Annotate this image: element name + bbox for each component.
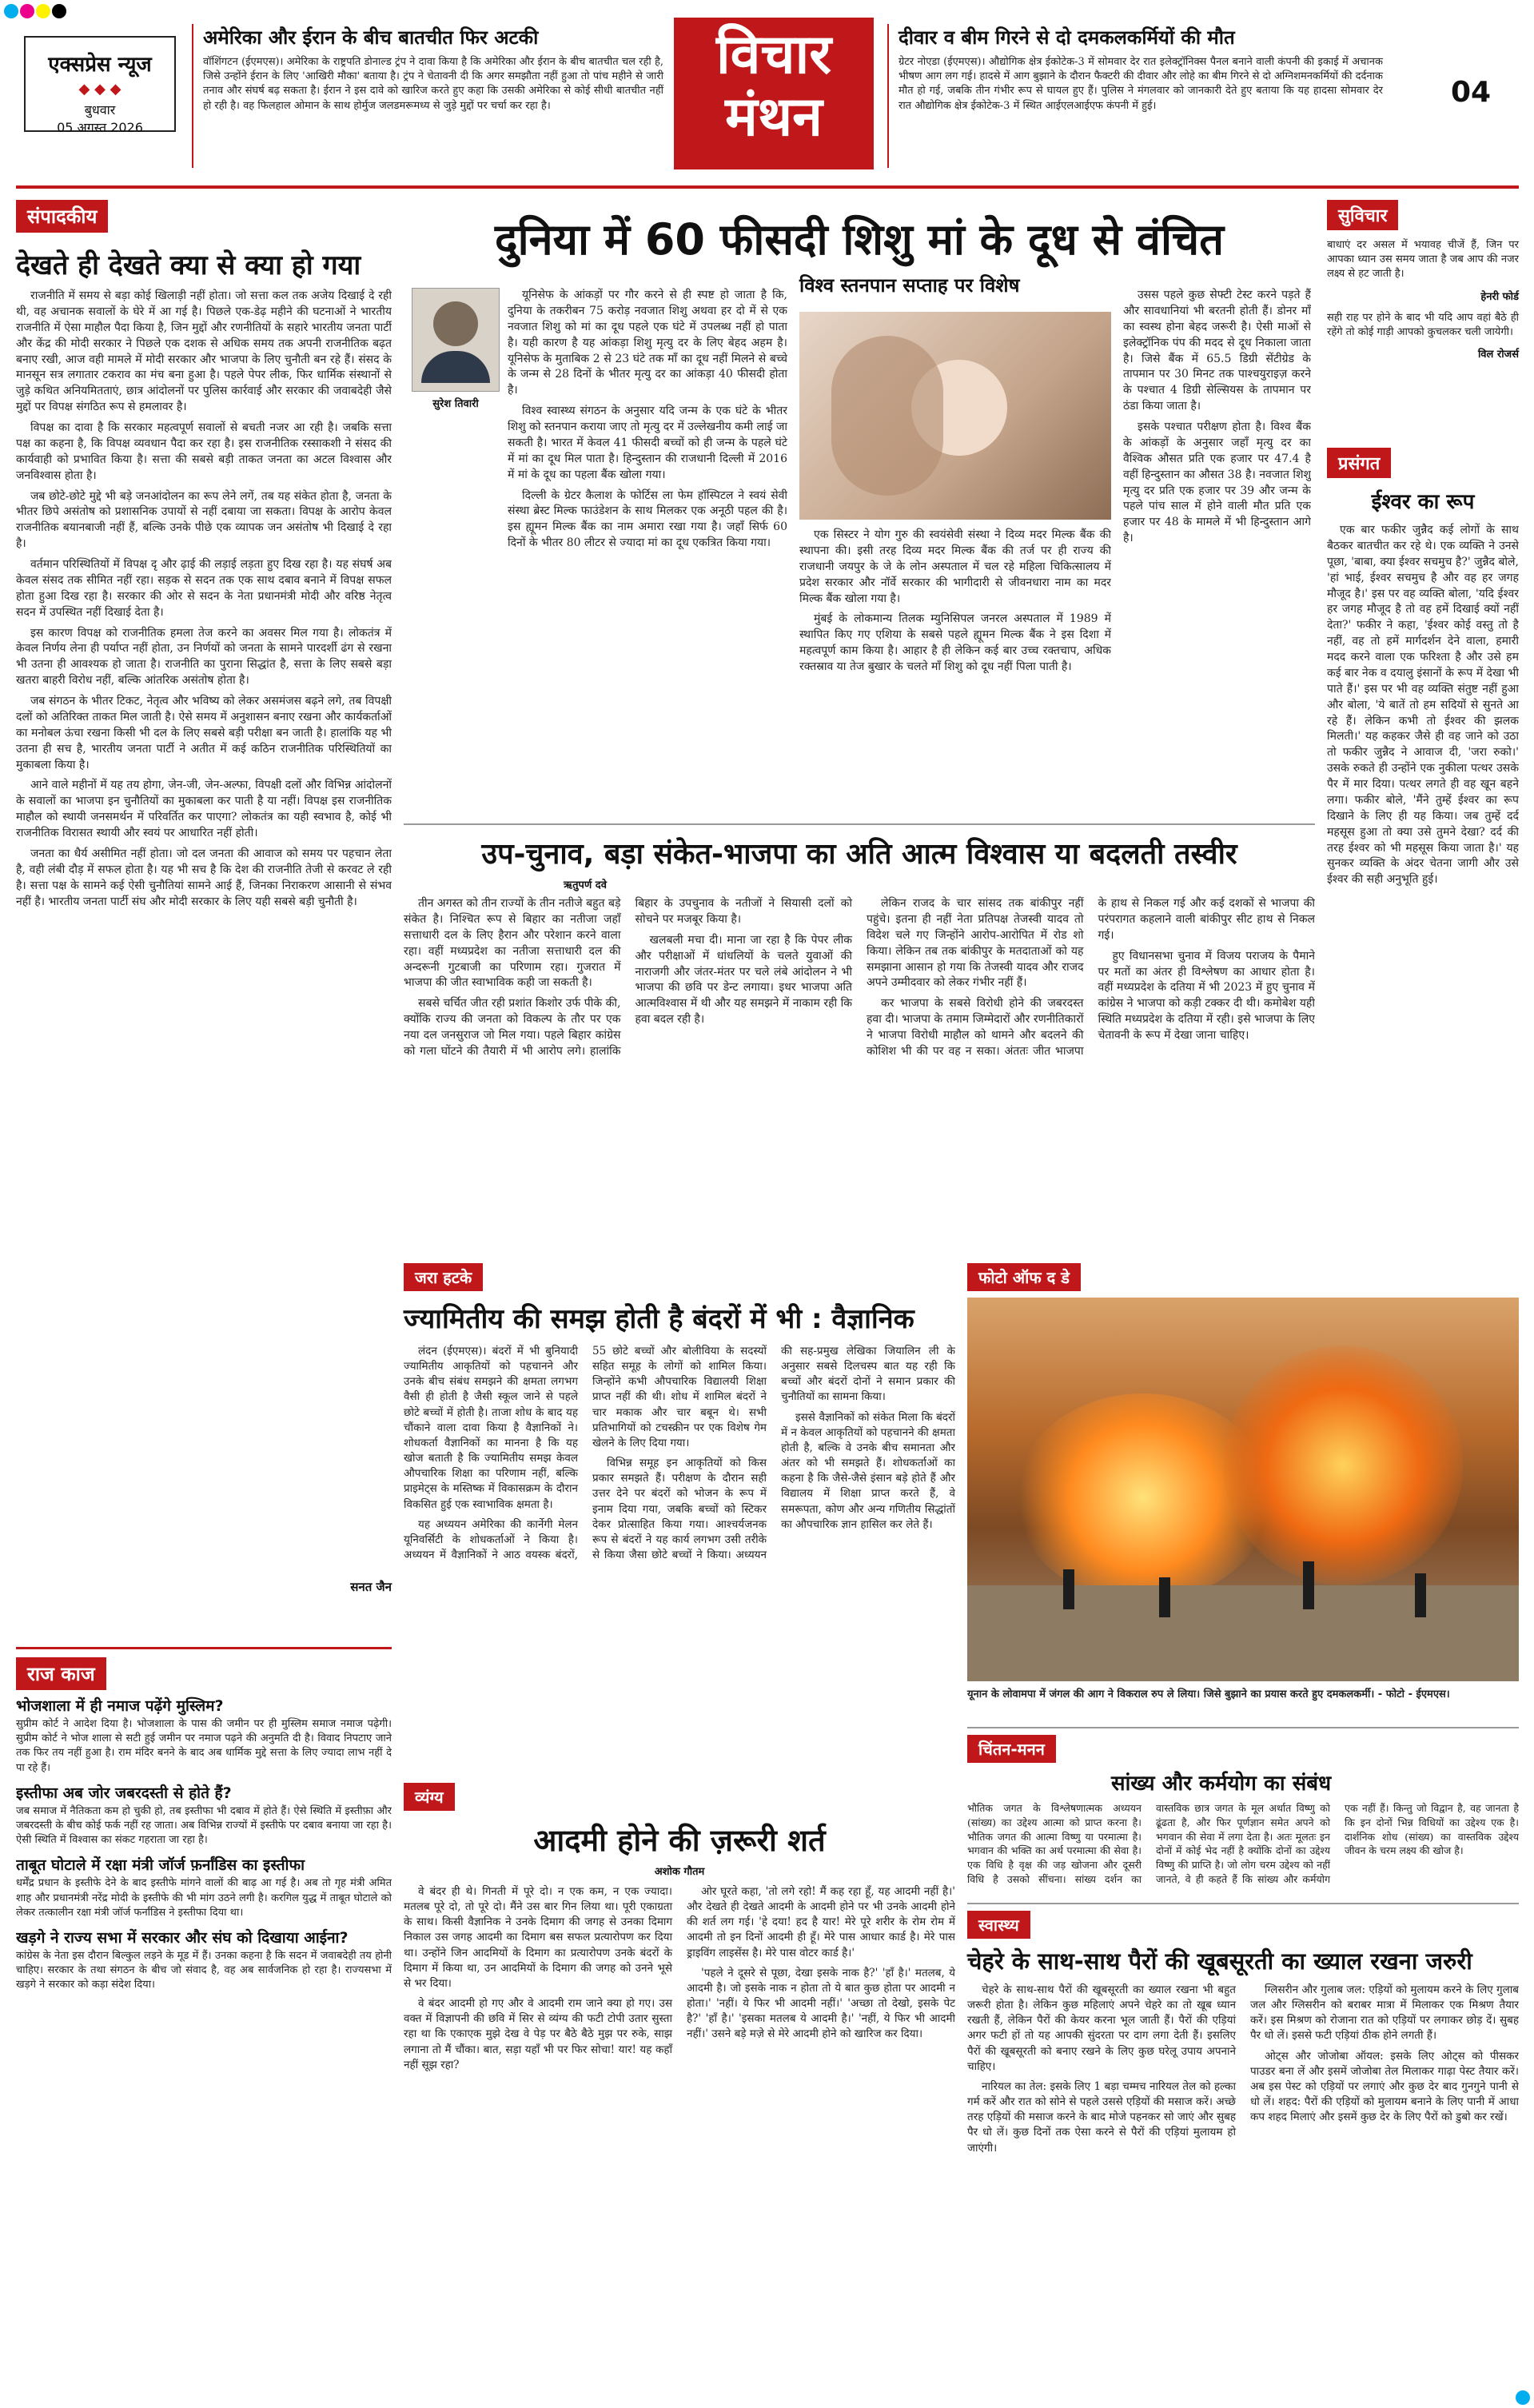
registration-mark-cyan: [1516, 2390, 1530, 2405]
byelection-author: ऋतुपर्ण दवे: [564, 879, 607, 891]
editorial-author: सनत जैन: [350, 1580, 392, 1594]
top-left-news-title: अमेरिका और ईरान के बीच बातचीत फिर अटकी: [203, 26, 539, 49]
editorial-paragraph: राजनीति में समय से बड़ा कोई खिलाड़ी नहीं होता। जो सत्ता कल तक अजेय दिखाई दे रही थी, वह अचानक सवालों के घेरे में आ गई है। पिछले एक-डेढ़ महीने की घटनाओं ने भारतीय राजनीति में ऐसा माहौल पैदा किया है, जिन मुद्दों और रणनीतियों के सहारे भारतीय जनता पार्टी और केंद्र की मोदी सरकार ने पिछले एक दशक से अधिक समय तक अपनी राजनीतिक बढ़त बनाए रखी, आज वही मामले में मोदी सरकार और भाजपा के लिए चुनौती बन रहे हैं। संसद के मानसून सत्र लगातार टकराव का मंच बना हुआ है। पहले पेपर लीक, फिर धार्मिक संस्थानों से जुड़े कथित अनियमितताएं, छात्र आंदोलनों पर पुलिस कार्रवाई और सरकार की जवाबदेही जैसे मुद्दों पर विपक्ष संगठित रूप से हमलावर है।: [16, 289, 392, 414]
top-right-news: [887, 24, 1383, 168]
prasang-headline: ईश्वर का रूप: [1371, 490, 1475, 514]
breastfeeding-paragraph: दिल्ली के ग्रेटर कैलाश के फोर्टिस ला फेम हॉस्पिटल ने स्वयं सेवी संस्था ब्रेस्ट मिल्क फाउंडेशन के साथ मिलकर एक अनूठी पहल की है। इस ह्यूमन मिल्क बैंक का नाम अमारा रखा गया है। जहाँ सिर्फ 60 दिनों के भीतर 80 लीटर से ज्यादा मां का दूध एकत्रित किया गया।: [508, 488, 787, 550]
section-title-line2: मंथन: [725, 85, 823, 149]
jara-hatke: [404, 1263, 955, 1775]
raj-kaaj-label: राज काज: [16, 1657, 106, 1690]
issue-date: 05 अगस्त 2026: [57, 120, 143, 135]
vyangya-paragraph: ओर घूरते कहा, 'तो लगे रहो! मैं कह रहा हूँ, यह आदमी नहीं है।' और देखते ही देखते आदमी के आदमी होने पर भी उनके आदमी होने की शर्त लग गई। 'हे दया! हद है यार! मेरे पूरे शरीर के रोम रोम में आदमी तो इन दिनों आदमी ही हूँ। मेरे पास आधार कार्ड है। मेरे पास ड्राइविंग लाइसेंस है। मेरे पास वोटर कार्ड है।': [687, 1885, 955, 1959]
suvichar-quote-1: बाधाएं दर असल में भयावह चीजें हैं, जिन पर आपका ध्यान उस समय जाता है जब आप की नजर लक्ष्य से हट जाती है।: [1327, 239, 1519, 281]
editorial-body: [16, 289, 392, 1576]
swasthya-paragraph: ग्लिसरीन और गुलाब जल: एड़ियों को मुलायम करने के लिए गुलाब जल और ग्लिसरीन को बराबर मात्रा में मिलाकर एक मिश्रण तैयार करें। इस मिश्रण को रोजाना रात को एड़ियों पर लगाकर छोड़ दें। सुबह पैर धो लें। इससे फटी एड़ियां ठीक होने लगती हैं।: [1250, 1983, 1519, 2043]
suvichar-author-2: विल रोजर्स: [1477, 348, 1519, 361]
top-left-news: [192, 24, 663, 168]
editorial: [16, 200, 392, 1631]
raj-kaaj-item-title: खड़गे ने राज्य सभा में सरकार और संघ को दिखाया आईना?: [16, 1928, 349, 1947]
breastfeeding-paragraph: मुंबई के लोकमान्य तिलक म्युनिसिपल जनरल अस्पताल में 1989 में स्थापित किए गए एशिया के सबसे पहले ह्यूमन मिल्क बैंक ने इस दिशा में महत्वपूर्ण काम किया है। आहार है ही लेकिन कई बार उच्च रक्तचाप, अधिक रक्तस्राव या तेज बुखार के चलते माँ शिशु को दूध नहीं पिला पाती है।: [799, 612, 1111, 673]
byelection-paragraph: खलबली मचा दी। माना जा रहा है कि पेपर लीक और परीक्षाओं में धांधलियों के चलते युवाओं की नाराजगी और जंतर-मंतर पर चले लंबे आंदोलन ने भी भाजपा की छवि पर डेन्ट लगाया। इधर भाजपा अति आत्मविश्वास में थी और यह समझने में नाकाम रही कि हवा बदल रही है।: [635, 933, 852, 1027]
mother-baby-photo: [799, 312, 1111, 520]
editorial-paragraph: इस कारण विपक्ष को राजनीतिक हमला तेज करने का अवसर मिल गया है। लोकतंत्र में केवल निर्णय लेना ही पर्याप्त नहीं होता, उन निर्णयों को जनता के सामने पारदर्शी ढंग से रखना भी उतना ही आवश्यक हो जाता है। राजनीति का पुराना सिद्धांत है, सत्ता के लिए सबसे बड़ा खतरा बाहरी विरोध नहीं, बल्कि आंतरिक असंतोष होता है।: [16, 626, 392, 688]
masthead: [0, 0, 1534, 177]
breastfeeding-author: सुरेश तिवारी: [432, 398, 479, 410]
person-icon: [433, 301, 478, 346]
editorial-paragraph: जब छोटे-छोटे मुद्दे भी बड़े जनआंदोलन का रूप लेने लगें, तब यह संकेत होता है, जनता के भीतर छिपे असंतोष को प्रशासनिक उपायों से नहीं दबाया जा सकता। विपक्ष के आरोप केवल राजनीतिक बयानबाजी नहीं हैं, बल्कि उनके पीछे एक व्यापक जन असंतोष भी दिखाई दे रहा है।: [16, 489, 392, 551]
breastfeeding-subheadline: विश्व स्तनपान सप्ताह पर विशेष: [799, 274, 1020, 297]
ornament-icon: ◆ ◆ ◆: [78, 81, 122, 98]
byelection-article: [404, 823, 1315, 1255]
jara-hatke-headline: ज्यामितीय की समझ होती है बंदरों में भी : वैज्ञानिक: [404, 1303, 914, 1335]
byelection-body: [404, 896, 1315, 1248]
swasthya-paragraph: चेहरे के साथ-साथ पैरों की खूबसूरती का ख्याल रखना भी बहुत जरूरी होता है। लेकिन कुछ महिलाएं अपने चेहरे का तो खूब ध्यान रखती हैं, लेकिन पैरों की केयर करना भूल जाती हैं। पैरों की एड़ियां अगर फटी हों तो यह आपकी सुंदरता पर दाग लगा देती हैं। इसलिए पैरों की खूबसूरती को बनाए रखने के लिए कुछ घरेलू उपाय अपनाने चाहिए।: [967, 1983, 1236, 2073]
breastfeeding-subheadline-box: [799, 272, 1111, 304]
swasthya-body: [967, 1983, 1519, 2382]
breastfeeding-paragraph: एक सिस्टर ने योग गुरु की स्वयंसेवी संस्था ने दिव्य मदर मिल्क बैंक की स्थापना की। इसी तरह दिव्य मदर मिल्क बैंक की तर्ज पर ही राज्य की राजधानी जयपुर के जे के लोन अस्पताल में चल रहे महिला चिकित्सालय में प्रदेश सरकार और नॉर्वे सरकार की भागीदारी से जीवनधारा नाम का मदर मिल्क बैंक खोला गया है।: [799, 528, 1111, 605]
jara-hatke-paragraph: विभिन्न समूह इन आकृतियों को किस प्रकार समझते हैं। परीक्षण के दौरान सही उत्तर देने पर बंदरों को भोजन के रूप में इनाम दिया गया, जबकि बच्चों को स्टिकर देकर प्रोत्साहित किया गया। आश्चर्यजनक रूप से बंदरों ने यह कार्य लगभग उसी तरीके से किया जैसा छोटे बच्चों ने किया। अध्ययन की सह-प्रमुख लेखिका जियालिन ली के अनुसार सबसे दिलचस्प बात यह रही कि बच्चों और बंदरों दोनों ने समान प्रकार की चुनौतियों का सामना किया।: [592, 1345, 955, 1562]
section-title-line1: विचार: [715, 23, 832, 86]
author-photo: [412, 288, 500, 392]
registration-mark-magenta: [20, 4, 34, 18]
suvichar-author-1: हेनरी फोर्ड: [1480, 290, 1519, 303]
raj-kaaj-item-text: कांग्रेस के नेता इस दौरान बिल्कुल लड़ने के मूड में हैं। उनका कहना है कि सदन में जवाबदेही तय होनी चाहिए। सरकार के तथा संगठन के बीच जो संवाद है, वह अब सार्वजनिक हो रहा है। राज्यसभा में खड़गे ने सरकार को कड़ा संदेश दिया।: [16, 1949, 392, 1991]
byelection-paragraph: लेकिन राजद के चार सांसद तक बांकीपुर नहीं पहुंचे। इतना ही नहीं नेता प्रतिपक्ष तेजस्वी यादव तो विदेश चले गए जिन्होंने आरोप-आरोपित में रोड शो किया। लेकिन तब तक बांकीपुर के मतदाताओं को यह समझाना आसान हो गया कि तेजस्वी यादव और राजद अपने उम्मीदवार को लेकर गंभीर नहीं हैं।: [867, 897, 1084, 990]
breastfeeding-paragraph: यूनिसेफ के आंकड़ों पर गौर करने से ही स्पष्ट हो जाता है कि, दुनिया के तकरीबन 75 करोड़ नवजात शिशु अथवा हर दो में से एक नवजात शिशु को मां का दूध पहले एक घंटे में उपलब्ध नहीं हो पाता है। यही कारण है यह आंकड़ा शिशु मृत्यु दर के लिए बेहद अहम है। यूनिसेफ के मुताबिक 2 से 23 घंटे तक माँ का दूध नहीं मिलने से बच्चे के जन्म से 28 दिनों के भीतर मृत्यु दर का आंकड़ा 40 फीसदी होता है।: [508, 289, 787, 397]
registration-mark-cyan: [4, 4, 18, 18]
top-right-news-text: ग्रेटर नोएडा (ईएमएस)। औद्योगिक क्षेत्र ईकोटेक-3 में सोमवार देर रात इलेक्ट्रॉनिक्स पैनल बनाने वाली कंपनी की इकाई में अचानक भीषण आग लग गई। हादसे में आग बुझाने के दौरान फैक्टरी की दीवार और लोहे का बीम गिरने से दो अग्निशमनकर्मियों की दर्दनाक मौत हो गई, जबकि तीन गंभीर रूप से घायल हुए हैं। पुलिस ने मंगलवार को जानकारी देते हुए बताया कि यह हादसा सोमवार देर रात औद्योगिक क्षेत्र ईकोटेक-3 में स्थित आईएलआईएफ कंपनी में हुई।: [898, 56, 1383, 112]
byelection-headline: उप-चुनाव, बड़ा संकेत-भाजपा का अति आत्म विश्वास या बदलती तस्वीर: [481, 838, 1237, 871]
chintan-headline: सांख्य और कर्मयोग का संबंध: [1111, 1772, 1332, 1796]
paper-name-box: [24, 36, 176, 135]
raj-kaaj-item-title: भोजशाला में ही नमाज पढ़ेंगे मुस्लिम?: [16, 1697, 224, 1715]
breastfeeding-col-middle: [799, 528, 1111, 807]
vyangya-label: व्यंग्य: [404, 1783, 455, 1811]
breastfeeding-col-right: [1123, 288, 1311, 807]
byelection-paragraph: कर भाजपा के सबसे विरोधी होने की जबरदस्त हवा दी। भाजपा के तमाम जिम्मेदारों और रणनीतिकारों ने भाजपा विरोधी माहौल को थामने और बदलने की कोशिश भी की पर वह न सका। अंततः जीत भाजपा के हाथ से निकल गई और कई दशकों से भाजपा की परंपरागत कहलाने वाली बांकीपुर सीट हाथ से निकल गई।: [867, 897, 1315, 1058]
suvichar: [1327, 200, 1519, 440]
masthead-rule: [16, 185, 1519, 189]
raj-kaaj-item-text: धर्मेंद्र प्रधान के इस्तीफे देने के बाद इस्तीफे मांगने वालों की बाढ़ आ गई है। अब तो गृह मंत्री अमित शाह और प्रधानमंत्री नरेंद्र मोदी के इस्तीफे की भी मांग उठने लगी है। करगिल युद्ध में ताबूत घोटाले को लेकर तत्कालीन रक्षा मंत्री जॉर्ज फर्नांडिस ने इस्तीफा दिया था।: [16, 1877, 392, 1919]
registration-mark-black: [52, 4, 66, 18]
prasang-text: एक बार फकीर जुन्नैद कई लोगों के साथ बैठकर बातचीत कर रहे थे। एक व्यक्ति ने उनसे पूछा, 'बाबा, क्या ईश्वर सचमुच है?' जुन्नैद बोले, 'हां भाई, ईश्वर सचमुच है और वह हर जगह मौजूद है।' इस पर वह व्यक्ति बोला, 'यदि ईश्वर हर जगह मौजूद है तो वह हमें दिखाई क्यों नहीं देता?' फकीर ने कहा, 'ईश्वर कोई वस्तु तो है नहीं, वह तो हमें मार्गदर्शन देने वाला, हमारी मदद करने वाला एक फरिश्ता है और उसे हम कई बार नेक व दयालु इंसानों के रूप में देखा भी पाते हैं।' इस पर भी वह व्यक्ति संतुष्ट नहीं हुआ और बोला, 'ये बातें तो हम सदियों से सुनते आ रहे हैं। लेकिन कभी तो ईश्वर की झलक मिलती।' यह कहकर जैसे ही वह जाने को उठा तो फकीर जुन्नैद ने आवाज दी, 'जरा रुको।' उसके रुकते ही उन्होंने एक नुकीला पत्थर उसके पैर में मार दिया। पत्थर लगते ही वह खून बहने लगा। फकीर बोले, 'मैंने तुम्हें ईश्वर का रूप दिखाने के लिए ही यह किया। जब तुम्हें दर्द महसूस हुआ तो क्या उसे तुमने देखा? दर्द की तरह ईश्वर को भी महसूस किया जाता है।' यह सुनकर व्यक्ति के अंदर चेतना जागी और उसे ईश्वर की सही अनुभूति हुई।: [1327, 524, 1519, 887]
byelection-paragraph: तीन अगस्त को तीन राज्यों के तीन नतीजे बहुत बड़े संकेत है। निश्चित रूप से बिहार का नतीजा जहाँ सत्ताधारी दल के लिए हैरान और परेशान करने वाला रहा। वहीं मध्यप्रदेश का नतीजा सत्ताधारी दल की अन्दरूनी गुटबाजी का परिणाम रहा। गुजरात में भाजपा की जीत स्वाभाविक कही जा सकती है।: [404, 897, 621, 990]
editorial-paragraph: आने वाले महीनों में यह तय होगा, जेन-जी, जेन-अल्फा, विपक्षी दलों और विभिन्न आंदोलनों के सवालों का भाजपा इन चुनौतियों का मुकाबला कर पाती है या नहीं। विपक्ष इस राजनीतिक माहौल को स्थायी जनसमर्थन में परिवर्तित कर पाएगा? लोकतंत्र का यही स्वभाव है, कोई भी राजनीतिक विरासत स्थायी और स्वयं पर आधारित नहीं होती।: [16, 779, 392, 839]
editorial-paragraph: जब संगठन के भीतर टिकट, नेतृत्व और भविष्य को लेकर असमंजस बढ़ने लगे, तब विपक्षी दलों को अतिरिक्त ताकत मिल जाती है। ऐसे समय में अनुशासन बनाए रखना और कार्यकर्ताओं का मनोबल ऊंचा रखना किसी भी दल के लिए सबसे बड़ी परीक्षा बन जाती है। हालांकि यह भी उतना ही सच है, भारतीय जनता पार्टी ने अतीत में कई कठिन राजनीतिक परिस्थितियों का मुकाबला किया है।: [16, 695, 392, 771]
editorial-paragraph: जनता का धैर्य असीमित नहीं होता। जो दल जनता की आवाज को समय पर पहचान लेता है, वही लंबी दौड़ में सफल होता है। यह भी सच है कि देश की राजनीति तेजी से करवट ले रही है। सत्ता पक्ष के सामने कई ऐसी चुनौतियां सामने आई हैं, जिनका निराकरण आसानी से संभव नहीं है। भारतीय जनता पार्टी संघ और मोदी सरकार के लिए यही सबसे बड़ी चुनौती है।: [16, 847, 392, 908]
suvichar-quote-2: सही राह पर होने के बाद भी यदि आप वहां बैठे ही रहेंगे तो कोई गाड़ी आपको कुचलकर चली जायेगी।: [1327, 311, 1519, 338]
editorial-paragraph: विपक्ष का दावा है कि सरकार महत्वपूर्ण सवालों से बचती नजर आ रही है। जबकि सत्ता पक्ष का कहना है, कि विपक्ष व्यवधान पैदा कर रहा है। इस राजनीतिक रस्साकशी ने संसद की कार्यवाही को प्रभावित किया है। सत्ता की सबसे बड़ी ताकत जनता का अटल विश्वास और जनविश्वास होता है।: [16, 421, 392, 482]
raj-kaaj-item-title: ताबूत घोटाले में रक्षा मंत्री जॉर्ज फ़र्नांडिस का इस्तीफा: [16, 1856, 305, 1875]
jara-hatke-paragraph: इससे वैज्ञानिकों को संकेत मिला कि बंदरों में न केवल आकृतियों को पहचानने की क्षमता होती है, बल्कि वे उनके बीच समानता और अंतर को भी समझते हैं। शोधकर्ताओं का कहना है कि जैसे-जैसे इंसान बड़े होते हैं और विद्यालय में शिक्षा प्राप्त करते हैं, वे समरूपता, कोण और अन्य गणितीय सिद्धांतों का औपचारिक ज्ञान हासिल कर लेते हैं।: [781, 1410, 955, 1531]
editorial-label: संपादकीय: [16, 200, 108, 233]
breastfeeding-paragraph: उसस पहले कुछ सेफ्टी टेस्ट करने पड़ते हैं और सावधानियां भी बरतनी होती हैं। डोनर माँ का स्वस्थ होना बेहद जरूरी है। ऐसी माओं से इलेक्ट्रॉनिक पंप की मदद से दूध निकाला जाता है। जिसे बैंक में 65.5 डिग्री सेंटीग्रेड के तापमान पर 30 मिनट तक पाश्चयुराइज़ करने के पश्चात 4 डिग्री सेल्सियस के तापमान पर ठंडा किया जाता है।: [1123, 289, 1311, 413]
section-title-box: [674, 18, 874, 169]
chintan-label: चिंतन-मनन: [967, 1735, 1056, 1763]
chintan-manan: [967, 1727, 1519, 1895]
swasthya-headline: चेहरे के साथ-साथ पैरों की खूबसूरती का ख्याल रखना जरुरी: [967, 1948, 1472, 1975]
editorial-paragraph: वर्तमान परिस्थितियों में विपक्ष दृ और ढ़ाई की लड़ाई लड़ता हुए दिख रहा है। यह संघर्ष अब केवल संसद तक सीमित नहीं रहा। सड़क से सदन तक एक साथ दबाव बनाने में विपक्ष सफल होता हुआ दिख रहा है। सरकार की ओर से सदन के नेता प्रधानमंत्री मोदी और वरिष्ठ नेतृत्व सदन में उपस्थित नहीं दिखाई देता है।: [16, 558, 392, 619]
vyangya-paragraph: 'पहले ने दूसरे से पूछा, देखा इसके नाक है?' 'हाँ है।' मतलब, ये आदमी है। जो इसके नाक न होता तो ये बात कुछ होता पर आदमी न होता।' 'नहीं। ये फिर भी आदमी नहीं।' 'अच्छा तो देखो, इसके पेट है?' 'हाँ है।' 'इसका मतलब ये आदमी है।' 'नहीं, ये फिर भी आदमी नहीं।' उसने बड़े मज़े से मेरे आदमी होने को खारिज कर दिया।: [687, 1966, 955, 2041]
vyangya-body: [404, 1884, 955, 2380]
chintan-text: भौतिक जगत के विश्लेषणात्मक अध्ययन (सांख्य) का उद्देश्य आत्मा को प्राप्त करना है। भौतिक जगत की आत्मा विष्णु या परमात्मा है। भगवान की भक्ति का अर्थ परमात्मा की सेवा है। एक विधि है वृक्ष की जड़ खोजना और दूसरी विधि है उसको सींचना। सांख्य दर्शन का वास्तविक छात्र जगत के मूल अर्थात विष्णु को ढूंढता है, और फिर पूर्णज्ञान समेत अपने को भगवान की सेवा में लगा देता है। अतः मूलतः इन दोनों में कोई भेद नहीं है क्योंकि दोनों का उद्देश्य विष्णु की प्राप्ति है। जो लोग चरम उद्देश्य को नहीं जानते, वे ही कहते हैं कि सांख्य और कर्मयोग एक नहीं हैं। किन्तु जो विद्वान है, वह जानता है कि इन दोनों भिन्न विधियों का उद्देश्य एक है। दार्शनिक शोध (सांख्य) का वास्तविक उद्देश्य जीवन के चरम लक्ष्य की खोज है।: [967, 1802, 1519, 1885]
breastfeeding-paragraph: इसके पश्चात परीक्षण होता है। विश्व बैंक के आंकड़ों के अनुसार जहाँ मृत्यु दर का वैश्विक औसत प्रति एक हजार पर 47.4 है वहीं हिन्दुस्तान का औसत 38 है। नवजात शिशु मृत्यु दर प्रति एक हजार पर 39 और जन्म के पहले पांच साल में होने वाली मौत प्रति एक हजार पर 48 के मामले में भी हिन्दुस्तान आगे है।: [1123, 421, 1311, 545]
swasthya-label: स्वास्थ्य: [967, 1911, 1030, 1939]
prasang-label: प्रसंगत: [1327, 448, 1391, 478]
suvichar-label: सुविचार: [1327, 200, 1398, 230]
byelection-paragraph: सबसे चर्चित जीत रही प्रशांत किशोर उर्फ पीके की, क्योंकि राज्य की जनता को विकल्प के तौर पर एक नया दल जनसुराज जो मिल गया। पहले बिहार कांग्रेस को गला घोंटने की तैयारी में भी आरोप लगे। हालांकि बिहार के उपचुनाव के नतीजों ने सियासी दलों को सोचने पर मजबूर किया है।: [404, 897, 852, 1058]
raj-kaaj-item-text: सुप्रीम कोर्ट ने आदेश दिया है। भोजशाला के पास की जमीन पर ही मुस्लिम समाज नमाज पढ़ेगी। सुप्रीम कोर्ट ने भोज शाला से सटी हुई जमीन पर नमाज पढ़ने की अनुमति दी है। विवाद निपटाए जाने तक फिर तय नहीं हुआ है। राम मंदिर बनने के बाद अब धार्मिक मुद्दे सत्ता के लिए ज्यादा लाभ नहीं दे पा रहे हैं।: [16, 1718, 392, 1774]
photo-of-day-label: फोटो ऑफ द डे: [967, 1263, 1081, 1291]
vyangya-paragraph: वे बंदर ही थे। गिनती में पूरे दो। न एक कम, न एक ज्यादा। मतलब पूरे दो, तो पूरे दो। मैंने उस बार गिन लिया था। पूरी एकाग्रता के साथ। किसी वैज्ञानिक ने उनके दिमाग की जगह से उनका दिमाग निकाल उस जगह आदमी का दिमाग बस सफल प्रत्यारोपण कर दिया था। उन्होंने जिन आदमियों के दिमाग का प्रत्यारोपण उनके बंदरों के दिमाग में किया था, उन आदमियों के दिमाग की जगह को उनने भूसे से भर दिया।: [404, 1885, 672, 1990]
jara-hatke-paragraph: लंदन (ईएमएस)। बंदरों में भी बुनियादी ज्यामितीय आकृतियों को पहचानने और उनके बीच संबंध समझने की क्षमता लगभग वैसी ही होती है जैसी स्कूल जाने से पहले छोटे बच्चों में होती है। ताजा शोध के बाद यह चौंकाने वाला दावा किया है वैज्ञानिकों ने। शोधकर्ता वैज्ञानिकों का मानना है कि यह खोज बताती है कि ज्यामितीय समझ केवल औपचारिक शिक्षा का परिणाम नहीं, बल्कि प्राइमेट्स के मस्तिष्क में विकासक्रम के दौरान विकसित हुई एक स्वाभाविक क्षमता है।: [404, 1345, 578, 1511]
registration-mark-yellow: [36, 4, 50, 18]
raj-kaaj-item-title: इस्तीफा अब जोर जबरदस्ती से होते हैं?: [16, 1784, 232, 1802]
top-right-news-title: दीवार व बीम गिरने से दो दमकलकर्मियों की मौत: [898, 26, 1235, 49]
vyangya-paragraph: वे बंदर आदमी हो गए और वे आदमी राम जाने क्या हो गए। उस वक्त में विज्ञापनी की छवि में सिर से व्यंग्य की फटी टोपी उतार सुस्ता रहा था कि एकाएक मुझे देख वे पेड़ पर बैठे बैठे मुझ पर रुके, साझ लगाना तो मैं चौंका। बात, सड़ा यहाँ भी पर फिर सोचा! यार! यह कहाँ नहीं सूझ रहा?: [404, 1997, 672, 2071]
jara-hatke-paragraph: यह अध्ययन अमेरिका की कार्नेगी मेलन यूनिवर्सिटी के शोधकर्ताओं ने किया है। अध्ययन में वैज्ञानिकों ने आठ वयस्क बंदरों, 55 छोटे बच्चों और बोलीविया के सदस्यों सहित समूह के लोगों को शामिल किया। जिन्होंने कभी औपचारिक विद्यालयी शिक्षा प्राप्त नहीं की थी। शोध में शामिल बंदरों ने चार मकाक और चार बबून थे। सभी प्रतिभागियों को टचस्क्रीन पर एक विशेष गेम खेलने के लिए दिया गया।: [404, 1345, 767, 1562]
breastfeeding-paragraph: विश्व स्वास्थ्य संगठन के अनुसार यदि जन्म के एक घंटे के भीतर शिशु को स्तनपान कराया जाए तो मृत्यु दर में उल्लेखनीय कमी लाई जा सकती है। भारत में केवल 41 फीसदी बच्चों को ही जन्म के पहले घंटे में मां का दूध मिल पाता है। हिन्दुस्तान की राजधानी दिल्ली में 2016 में मां के दूध का पहला बैंक खोला गया।: [508, 405, 787, 481]
vyangya-author: अशोक गौतम: [654, 1866, 705, 1878]
top-left-news-text: वॉशिंगटन (ईएमएस)। अमेरिका के राष्ट्रपति डोनाल्ड ट्रंप ने दावा किया है कि अमेरिका और ईरान के बीच बातचीत चल रही है, जिसे उन्होंने ईरान के लिए 'आखिरी मौका' बताया है। ट्रंप ने चेतावनी दी कि अगर समझौता नहीं हुआ तो पांच महीने से जारी तनाव और संघर्ष बढ़ सकता है। ईरान ने इस दावे को खारिज करते हुए कहा कि उसकी अमेरिका से कोई सीधी बातचीत नहीं हो रही है। वह फिलहाल ओमान के साथ होर्मुज जलडमरूमध्य से जुड़े मुद्दों पर चर्चा कर रहा है।: [203, 56, 663, 112]
breastfeeding-headline: दुनिया में 60 फीसदी शिशु मां के दूध से वंचित: [495, 214, 1224, 265]
issue-day: बुधवार: [84, 102, 116, 118]
jara-hatke-label: जरा हटके: [404, 1263, 483, 1291]
page-number: 04: [1450, 76, 1492, 109]
paper-name: एक्सप्रेस न्यूज: [48, 53, 152, 77]
vyangya: [404, 1783, 955, 2390]
breastfeeding-article: [404, 200, 1315, 823]
swasthya-paragraph: ओट्स और जोजोबा ऑयल: इसके लिए ओट्स को पीसकर पाउडर बना लें और इसमें जोजोबा तेल मिलाकर गाढ़ा पेस्ट तैयार करें। अब इस पेस्ट को एड़ियों पर लगाएं और कुछ देर बाद गुनगुने पानी से धो लें। शहद: पैरों की एड़ियों को मुलायम बनाने के लिए पानी में आधा कप शहद मिलाएं और इसमें कुछ देर के लिए पैरों को डुबो कर रखें।: [1250, 2049, 1519, 2124]
raj-kaaj: [16, 1647, 392, 2390]
breastfeeding-col-left: [508, 288, 787, 807]
photo-of-day-caption: यूनान के लोवामपा में जंगल की आग ने विकराल रुप ले लिया। जिसे बुझाने का प्रयास करते हुए दमकलकर्मी। - फोटो - ईएमएस।: [967, 1688, 1450, 1700]
wildfire-photo: [967, 1298, 1519, 1681]
swasthya-paragraph: नारियल का तेल: इसके लिए 1 बड़ा चम्मच नारियल तेल को हल्का गर्म करें और रात को सोने से पहले उससे एड़ियों की मसाज करें। अच्छे तरह एड़ियों की मसाज करने के बाद मोजे पहनकर सो जाएं और सुबह पैर धो लें। कुछ दिनों तक ऐसा करने से पैरों की एड़ियां मुलायम हो जाएंगी।: [967, 2079, 1236, 2155]
jara-hatke-body: [404, 1344, 955, 1768]
raj-kaaj-item-text: जब समाज में नैतिकता कम हो चुकी हो, तब इस्तीफा भी दबाव में होते हैं। ऐसे स्थिति में इस्तीफ़ा और जबरदस्ती के बीच कोई फर्क नहीं रह जाता। अब विभिन्न राज्यों में इस्तीफे पर दबाव बनाया जा रहा है। ऐसी स्थिति में विश्वास का संकट गहराता जा रहा है।: [16, 1804, 392, 1847]
swasthya: [967, 1903, 1519, 2390]
vyangya-headline: आदमी होने की ज़रूरी शर्त: [533, 1823, 826, 1858]
editorial-headline: देखते ही देखते क्या से क्या हो गया: [16, 249, 361, 281]
byelection-paragraph: हुए विधानसभा चुनाव में विजय पराजय के पैमाने पर मतों का अंतर ही विश्लेषण का आधार होता है। वहीं मध्यप्रदेश के दतिया में भी 2023 में हुए चुनाव में कांग्रेस ने भाजपा को कड़ी टक्कर दी थी। कमोबेश यही स्थिति मध्यप्रदेश के दतिया में रही। इसे भाजपा के लिए चेतावनी के रूप में देखा जाना चाहिए।: [1098, 949, 1315, 1042]
prasang: [1327, 448, 1519, 1319]
photo-of-day: [967, 1263, 1519, 1719]
